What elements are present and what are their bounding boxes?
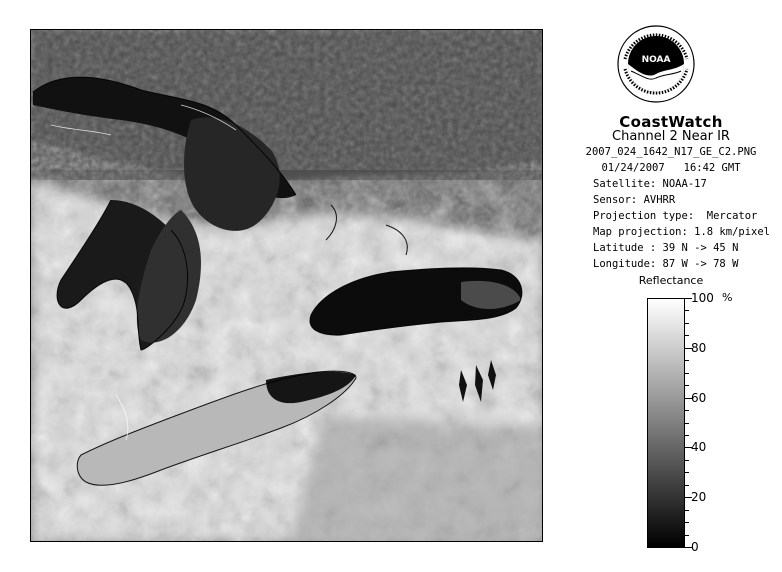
satellite-image-map (30, 29, 543, 542)
product-title: CoastWatch (619, 113, 723, 131)
sensor-label: Sensor: AVHRR (593, 194, 676, 206)
colorbar-minor-tick (685, 335, 689, 336)
colorbar-minor-tick (685, 410, 689, 411)
colorbar-minor-tick (685, 472, 689, 473)
colorbar-minor-tick (685, 535, 689, 536)
colorbar-unit: % (722, 291, 733, 304)
colorbar-minor-tick (685, 510, 689, 511)
reflectance-colorbar (647, 298, 685, 548)
longitude-range-label: Longitude: 87 W -> 78 W (593, 258, 739, 270)
projection-type-label: Projection type: Mercator (593, 210, 758, 222)
noaa-logo (617, 25, 695, 103)
colorbar-tick-label: 60 (691, 390, 707, 405)
colorbar-tick-label: 20 (691, 490, 707, 505)
colorbar-minor-tick (685, 435, 689, 436)
colorbar-minor-tick (685, 323, 689, 324)
colorbar-tick-label: 100 (691, 291, 714, 305)
svg-text:NOAA: NOAA (641, 55, 671, 65)
date-time: 01/24/2007 16:42 GMT (601, 162, 741, 174)
satellite-image (31, 30, 543, 542)
channel-subtitle: Channel 2 Near IR (612, 129, 730, 144)
colorbar-minor-tick (685, 485, 689, 486)
colorbar-title: Reflectance (638, 274, 704, 287)
colorbar-tick-label: 40 (691, 440, 707, 455)
colorbar-minor-tick (685, 310, 689, 311)
latitude-range-label: Latitude : 39 N -> 45 N (593, 242, 739, 254)
colorbar-minor-tick (685, 360, 689, 361)
map-projection-label: Map projection: 1.8 km/pixel (593, 226, 771, 238)
noaa-seal-icon (617, 25, 695, 103)
colorbar-minor-tick (685, 460, 689, 461)
satellite-label: Satellite: NOAA-17 (593, 178, 707, 190)
colorbar-tick-label: 0 (691, 540, 699, 554)
colorbar-minor-tick (685, 423, 689, 424)
colorbar-tick-label: 80 (691, 340, 707, 355)
colorbar-minor-tick (685, 385, 689, 386)
colorbar-minor-tick (685, 522, 689, 523)
colorbar-minor-tick (685, 373, 689, 374)
file-name: 2007_024_1642_N17_GE_C2.PNG (585, 146, 757, 158)
